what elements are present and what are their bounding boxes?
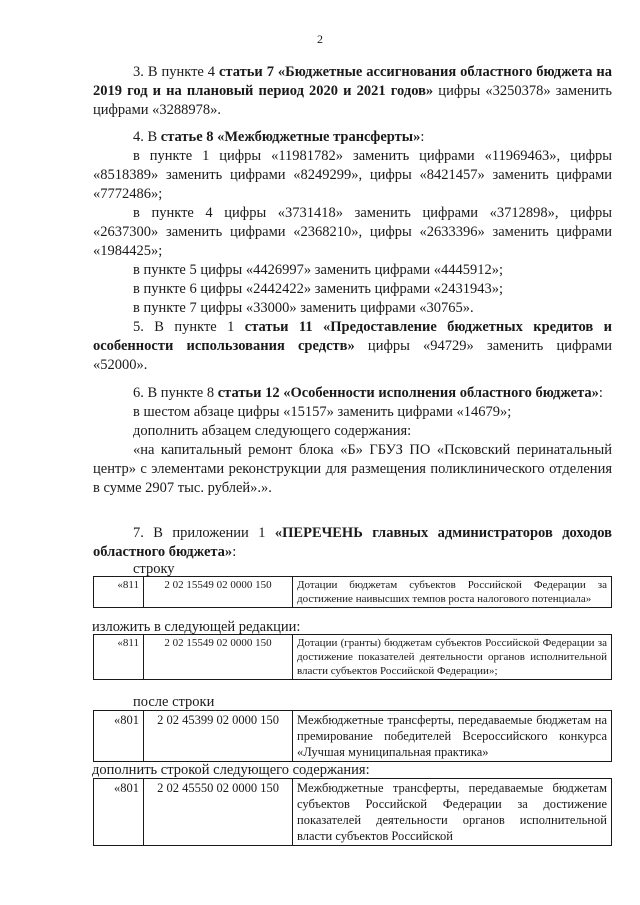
paragraph-4-item: в пункте 6 цифры «2442422» заменить цифрами «2431943»; <box>133 281 504 297</box>
label-restate: изложить в следующей редакции: <box>92 619 301 635</box>
admin-code-cell: «801 <box>94 711 144 762</box>
table-row <box>94 577 612 608</box>
label-add-row: дополнить строкой следующего содержания: <box>92 762 370 778</box>
paragraph-3-tail: цифры «3250378» заменить цифрами «3288978». <box>93 83 612 118</box>
admin-code-cell: «801 <box>94 779 144 846</box>
revenue-code-cell: 2 02 15549 02 0000 150 <box>144 577 293 608</box>
paragraph-6-tail: : <box>598 385 603 401</box>
paragraph-6-article-title: статьи 12 «Особенности исполнения областного бюджета» <box>217 385 599 401</box>
table-row <box>94 711 612 762</box>
label-after-row: после строки <box>133 694 215 710</box>
paragraph-6-heading <box>93 384 612 403</box>
revenue-name-cell: Межбюджетные трансферты, передаваемые бюджетам субъектов Российской Федерации за достижение показателей деятельности органов исполнительной власти субъектов Российской <box>293 779 612 846</box>
paragraph-5-article-title: статьи 11 «Предоставление бюджетных кредитов и особенности использования средств» <box>93 319 612 354</box>
paragraph-4-lead: 4. В <box>133 129 161 145</box>
revenue-code-cell: 2 02 45550 02 0000 150 <box>144 779 293 846</box>
paragraph-4-article-title: статье 8 «Межбюджетные трансферты» <box>160 129 421 145</box>
admin-code-cell: «811 <box>94 635 144 680</box>
paragraph-4-heading <box>93 128 612 147</box>
paragraph-6-item: в шестом абзаце цифры «15157» заменить цифрами «14679»; <box>133 404 512 420</box>
paragraph-6-lead: 6. В пункте 8 <box>133 385 218 401</box>
page-number: 2 <box>317 32 323 46</box>
paragraph-4-tail: : <box>420 129 425 145</box>
paragraph-4-item: в пункте 5 цифры «4426997» заменить цифрами «4445912»; <box>133 262 504 278</box>
paragraph-4-item: в пункте 7 цифры «33000» заменить цифрами «30765». <box>133 300 474 316</box>
paragraph-7-lead: 7. В приложении 1 <box>133 525 275 541</box>
label-rows: строку <box>133 561 175 577</box>
table-after-row <box>93 710 612 762</box>
paragraph-7-appendix-title: «ПЕРЕЧЕНЬ главных администраторов доходов областного бюджета» <box>93 525 612 560</box>
paragraph-6 <box>93 384 612 498</box>
paragraph-4-item: в пункте 4 цифры «3731418» заменить цифрами «3712898», цифры «2637300» заменить цифрами «2368210», цифры «2633396» заменить цифрами «1984425»; <box>93 205 612 259</box>
table-new-row <box>93 634 612 680</box>
paragraph-4-item: в пункте 1 цифры «11981782» заменить цифрами «11969463», цифры «8518389» заменить цифрами «8249299», цифры «8421457» заменить цифрами «7772486»; <box>93 148 612 202</box>
paragraph-7 <box>93 524 612 562</box>
revenue-code-cell: 2 02 15549 02 0000 150 <box>144 635 293 680</box>
paragraph-5 <box>93 318 612 375</box>
revenue-name-cell: Дотации (гранты) бюджетам субъектов Российской Федерации за достижение показателей деятельности органов исполнительной власти субъектов Российской Федерации»; <box>293 635 612 680</box>
table-row <box>94 779 612 846</box>
table-added-row <box>93 778 612 846</box>
revenue-code-cell: 2 02 45399 02 0000 150 <box>144 711 293 762</box>
revenue-name-cell: Дотации бюджетам субъектов Российской Федерации за достижение наивысших темпов роста налогового потенциала» <box>293 577 612 608</box>
paragraph-5-tail: цифры «94729» заменить цифрами «52000». <box>93 338 612 373</box>
revenue-name-cell: Межбюджетные трансферты, передаваемые бюджетам на премирование победителей Всероссийского конкурса «Лучшая муниципальная практика» <box>293 711 612 762</box>
table-original-row <box>93 576 612 608</box>
paragraph-3-lead: 3. В пункте 4 <box>133 64 219 80</box>
paragraph-3 <box>93 63 612 120</box>
admin-code-cell: «811 <box>94 577 144 608</box>
table-row <box>94 635 612 680</box>
paragraph-7-tail: : <box>232 544 237 560</box>
paragraph-4 <box>93 128 612 318</box>
paragraph-3-article-title: статьи 7 «Бюджетные ассигнования областного бюджета на 2019 год и на плановый период 2020 и 2021 годов» <box>93 64 612 99</box>
paragraph-6-item: дополнить абзацем следующего содержания: <box>133 423 412 439</box>
paragraph-5-lead: 5. В пункте 1 <box>133 319 245 335</box>
paragraph-6-item: «на капитальный ремонт блока «Б» ГБУЗ ПО «Псковский перинатальный центр» с элементами реконструкции для размещения поликлинического отделения в сумме 2907 тыс. рублей».». <box>93 442 612 496</box>
